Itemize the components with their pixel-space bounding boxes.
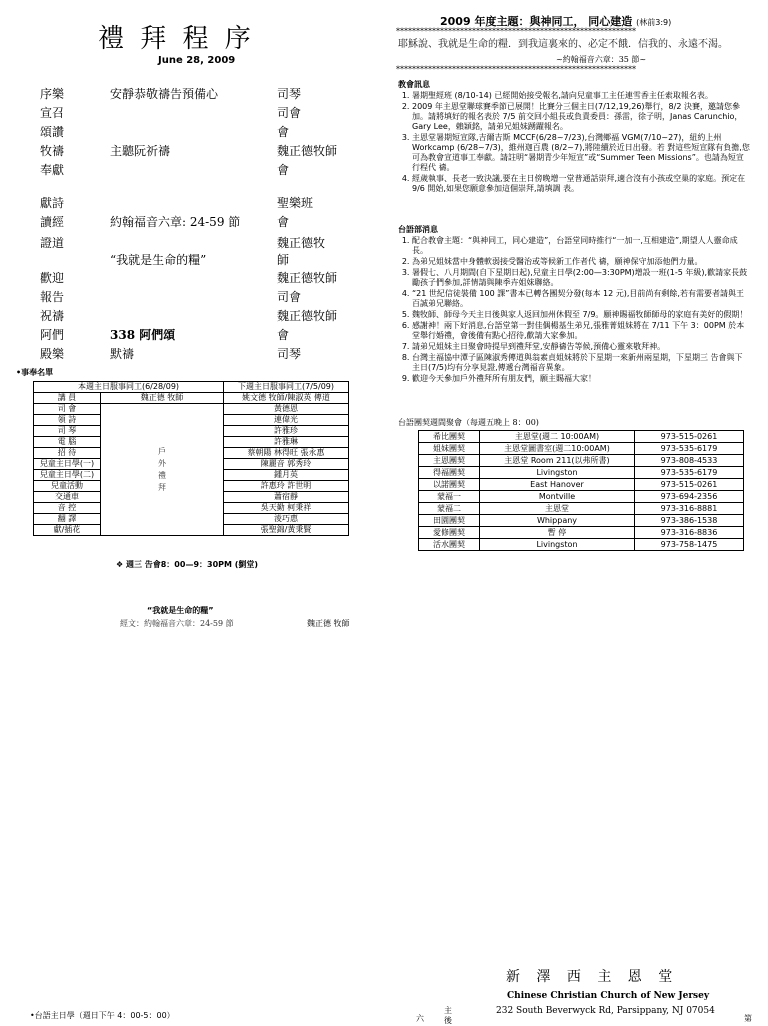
prayer-meeting-note: ❖ 週三 告會8：00—9：30PM (劉堂): [116, 560, 259, 569]
duty-row: [34, 404, 349, 415]
taiwanese-notice-item: 8. 台灣主福協中潭子區陳淑秀傳道與翁素貞姐妹將於下星期一來新州兩星期，下星期三 告會與下主日(7/5)均有分享見證,傳遞台灣福音異象。: [412, 353, 750, 373]
program-row: [40, 345, 360, 364]
duty-next-week: 黃德恩: [224, 404, 349, 415]
footer-page-mark: 第: [744, 1014, 752, 1023]
program-row: [40, 213, 360, 232]
notice-item: 1. 暑期聖經班 (8/10-14) 已經開始接受報名,請向兒童事工主任連雪香主任索取報名表。: [412, 91, 750, 101]
fellowship-phone: 973-515-0261: [635, 431, 744, 443]
fellowship-phone: 973-386-1538: [635, 515, 744, 527]
fellowship-name: 希比團契: [419, 431, 480, 443]
fellowship-phone: 973-758-1475: [635, 539, 744, 551]
fellowship-name: 主恩團契: [419, 455, 480, 467]
fellowship-row: [419, 431, 744, 443]
program-row: [40, 142, 360, 161]
duty-next-week: 張聖錦/黃秉賢: [224, 525, 349, 536]
fellowship-row: [419, 503, 744, 515]
taiwanese-notice-item: 1. 配合教會主題：“與神同工，同心建造”，台語堂同時推行“一加一,互相建造”,期望人人靈命成長。: [412, 236, 750, 256]
duty-next-week: 吳天勤 柯秉祥: [224, 503, 349, 514]
program-leader: 會: [277, 163, 290, 177]
fellowship-table: [418, 430, 744, 551]
fellowship-place: Livingston: [480, 539, 635, 551]
duty-role: 獻/插花: [34, 525, 101, 536]
duty-roster-table: [33, 381, 349, 536]
footer-mid-b: 主: [444, 1006, 452, 1015]
stars-divider-top: ************************************************************: [396, 27, 636, 36]
duty-this-week: 魏正德 牧師: [101, 393, 224, 404]
duty-next-week: 許惠玲 許世明: [224, 481, 349, 492]
program-leader: 司會: [277, 290, 302, 304]
fellowship-name: 蒙福二: [419, 503, 480, 515]
program-row: [40, 288, 360, 307]
duty-next-week: 許雅珍: [224, 426, 349, 437]
duty-next-week: 蕭宿靜: [224, 492, 349, 503]
duty-next-week: 連偉光: [224, 415, 349, 426]
fellowship-row: [419, 455, 744, 467]
notice-item: 3. 主恩堂暑期短宣隊,吉爾吉斯 MCCF(6/28~7/23),台灣鄉福 VGM(7/10~27)，紐約上州 Workcamp (6/28~7/3)，維州迦百農 (8/2~7),將陸續於近日出發。若 對這些短宣隊有負擔,您可為教會宣道事工奉獻。請註明“暑期青少年短宣”或“Summer Teen Missions”。也請為短宣行程代 禱。: [412, 133, 750, 173]
duty-role: 講 員: [34, 393, 101, 404]
fellowship-place: 主恩堂 Room 211(以弗所書): [480, 455, 635, 467]
church-name-zh: 新 澤 西 主 恩 堂: [506, 969, 679, 985]
footer-sunday-school: •台語主日學（週日下午 4：00-5：00）: [30, 1011, 175, 1020]
program-row: [40, 194, 360, 213]
program-content: 默禱: [110, 347, 135, 361]
program-row: [40, 269, 360, 288]
taiwanese-notice-item: 7. 請弟兄姐妹主日聚會時提早到禮拜堂,安靜禱告等候,預備心靈來敬拜神。: [412, 342, 750, 352]
program-leader: 聖樂班: [277, 196, 314, 210]
taiwanese-notice-item: 4. “21 世紀信徒裝備 100 課”書本已轉各團契分發(每本 12 元),目前尚有剩餘,若有需要者請與王百誠弟兄聯絡。: [412, 289, 750, 309]
theme-verse: 耶穌說、我就是生命的糧．到我這裏來的、必定不餓．信我的、永遠不渴。: [398, 39, 728, 50]
fellowship-name: 田園團契: [419, 515, 480, 527]
program-item: 頌讚: [40, 125, 65, 139]
duty-next-week: 蔡朝陽 林得旺 張永惠: [224, 448, 349, 459]
fellowship-name: 姐妹團契: [419, 443, 480, 455]
duty-role: 招 待: [34, 448, 101, 459]
fellowship-phone: 973-808-4533: [635, 455, 744, 467]
notice-item: 4. 經歲執事、長老一致決議,要在主日傍晚增一堂普通話崇拜,適合沒有小孩或空巢的家庭。預定在 9/6 開始,如果您願意參加這個崇拜,請填調 表。: [412, 174, 750, 194]
program-content: 338 阿們頌: [110, 328, 176, 342]
duty-next-week: 淩巧惠: [224, 514, 349, 525]
fellowship-place: 主恩堂圖書室(週二10:00AM): [480, 443, 635, 455]
service-date: June 28, 2009: [158, 55, 236, 66]
program-item: 證道: [40, 236, 65, 250]
fellowship-row: [419, 443, 744, 455]
notices-title: 教會訊息: [398, 80, 430, 89]
program-content: 主聽阮祈禱: [110, 144, 171, 158]
fellowship-phone: 973-316-8836: [635, 527, 744, 539]
duty-next-week: 許雅琳: [224, 437, 349, 448]
fellowship-phone: 973-535-6179: [635, 467, 744, 479]
duty-role: 電 腦: [34, 437, 101, 448]
annual-theme-ref: (林前3:9): [636, 18, 672, 27]
fellowship-row: [419, 515, 744, 527]
fellowship-phone: 973-515-0261: [635, 479, 744, 491]
sermon-text: 經文：約翰福音六章：24-59 節: [120, 619, 234, 628]
duty-role: 音 控: [34, 503, 101, 514]
program-item: 牧禱: [40, 144, 65, 158]
fellowship-title: 台語團契週間聚會（每週五晚上 8：00): [398, 418, 539, 427]
footer-mid-a: 六: [416, 1014, 424, 1023]
program-leader: 司會: [277, 106, 302, 120]
duty-next-week: 姚文德 牧師/陳淑英 傳道: [224, 393, 349, 404]
duty-role: 翻 譯: [34, 514, 101, 525]
notices-list: [398, 91, 750, 195]
program-leader: 魏正德牧師: [277, 144, 338, 158]
fellowship-phone: 973-316-8881: [635, 503, 744, 515]
church-address: 232 South Beverwyck Rd, Parsippany, NJ 07054: [496, 1006, 715, 1016]
fellowship-phone: 973-535-6179: [635, 443, 744, 455]
duty-role: 司 琴: [34, 426, 101, 437]
fellowship-place: East Hanover: [480, 479, 635, 491]
fellowship-name: 以諾團契: [419, 479, 480, 491]
program-content: 安靜恭敬禱告預備心: [110, 87, 219, 101]
footer-mid-c: 後: [444, 1016, 452, 1025]
outdoor-service-label: 戶外禮拜: [158, 446, 166, 492]
taiwanese-notices-list: [398, 236, 750, 385]
taiwanese-notice-item: 6. 感謝神！兩下好消息,台語堂第一對佳偶楊基生弟兄,張雅菁姐妹將在 7/11 下午 3：00PM 於本堂舉行婚禮，會後備有點心招待,歡請大家參加。: [412, 321, 750, 341]
program-leader: 魏正德牧: [277, 236, 326, 250]
program-leader: 魏正德牧師: [277, 271, 338, 285]
duty-role: 兒童主日學(一): [34, 459, 101, 470]
program-leader: 魏正德牧師: [277, 309, 338, 323]
fellowship-name: 得福團契: [419, 467, 480, 479]
program-item: 祝禱: [40, 309, 65, 323]
duty-header-next: 下週主日服事同工(7/5/09): [224, 382, 349, 393]
taiwanese-notice-item: 3. 暑假七、八月期間(自下星期日起),兒童主日學(2:00—3:30PM)增設一班(1-5 年級),歡請家長鼓勵孩子們參加,詳情請與陳季卉姐妹聯絡。: [412, 268, 750, 288]
fellowship-name: 活水團契: [419, 539, 480, 551]
fellowship-name: 蒙福一: [419, 491, 480, 503]
program-item: 歡迎: [40, 271, 65, 285]
program-item: 讀經: [40, 215, 65, 229]
program-leader: 會: [277, 125, 290, 139]
duty-role: 司 會: [34, 404, 101, 415]
fellowship-place: Whippany: [480, 515, 635, 527]
duty-role: 兒童主日學(二): [34, 470, 101, 481]
program-item: 宣召: [40, 106, 65, 120]
duty-role: 領 詩: [34, 415, 101, 426]
theme-verse-ref: ~約翰福音六章：35 節~: [556, 55, 647, 64]
duty-roster-label: •事奉名單: [16, 368, 54, 377]
program-item: 獻詩: [40, 196, 65, 210]
program-row: [40, 104, 360, 123]
program-row: [40, 326, 360, 345]
program-leader: 司琴: [277, 347, 302, 361]
fellowship-row: [419, 467, 744, 479]
notice-item: 2. 2009 年主恩堂聯球賽季節已展開！比賽分三個主日(7/12,19,26)舉行，8/2 決賽，邀請您參加。請將填好的報名表於 7/5 前交回小組長或負責委員：孫雷，徐子明，Janas Carunchio，Gary Lee，賴穎銘，請弟兄姐妹踴躍報名。: [412, 102, 750, 132]
taiwanese-notice-item: 5. 魏牧師、師母今天主日後與家人返回加州休假至 7/9。願神賜福牧師師母的家庭有美好的假期！: [412, 310, 750, 320]
fellowship-row: [419, 479, 744, 491]
program-row: [40, 251, 360, 270]
fellowship-row: [419, 527, 744, 539]
program-item: 報告: [40, 290, 65, 304]
sermon-speaker: 魏正德 牧師: [307, 619, 350, 628]
program-item: 序樂: [40, 87, 65, 101]
duty-role: 交通車: [34, 492, 101, 503]
program-leader: 司琴: [277, 87, 302, 101]
program-row: [40, 307, 360, 326]
program-item: 阿們: [40, 328, 65, 342]
fellowship-name: 愛修團契: [419, 527, 480, 539]
fellowship-place: 主恩堂: [480, 503, 635, 515]
duty-role: 兒童活動: [34, 481, 101, 492]
program-leader: 會: [277, 215, 290, 229]
program-item: 奉獻: [40, 163, 65, 177]
duty-merged-cell: [101, 404, 224, 536]
program-content: 約翰福音六章: 24-59 節: [110, 215, 241, 229]
program-row: [40, 85, 360, 104]
fellowship-row: [419, 491, 744, 503]
fellowship-place: 主恩堂(週二 10:00AM): [480, 431, 635, 443]
duty-header-row: [34, 382, 349, 393]
duty-header-this: 本週主日服事同工(6/28/09): [34, 382, 224, 393]
taiwanese-notice-item: 2. 為弟兄姐妹當中身體軟弱接受醫治或等候新工作者代 禱，願神保守加添他們力量。: [412, 257, 750, 267]
church-name-en: Chinese Christian Church of New Jersey: [507, 991, 710, 1001]
duty-row: [34, 393, 349, 404]
fellowship-place: 暫 停: [480, 527, 635, 539]
stars-divider-bottom: ************************************************************: [396, 65, 636, 74]
fellowship-phone: 973-694-2356: [635, 491, 744, 503]
annual-theme-text: 2009 年度主題：與神同工， 同心建造: [440, 15, 633, 28]
fellowship-place: Livingston: [480, 467, 635, 479]
program-content: “我就是生命的糧”: [110, 253, 207, 267]
duty-next-week: 鍾月英: [224, 470, 349, 481]
taiwanese-notices-title: 台語部消息: [398, 225, 438, 234]
program-leader: 師: [277, 253, 290, 267]
duty-next-week: 陳麗音 郭秀玲: [224, 459, 349, 470]
taiwanese-notice-item: 9. 歡迎今天參加戶外禮拜所有朋友們，願主賜福大家！: [412, 374, 750, 384]
page-title: 禮 拜 程 序: [98, 24, 255, 54]
program-row: [40, 123, 360, 142]
program-row: [40, 161, 360, 180]
fellowship-row: [419, 539, 744, 551]
program-leader: 會: [277, 328, 290, 342]
program-item: 殿樂: [40, 347, 65, 361]
fellowship-place: Montville: [480, 491, 635, 503]
sermon-title: “我就是生命的糧”: [147, 606, 214, 615]
